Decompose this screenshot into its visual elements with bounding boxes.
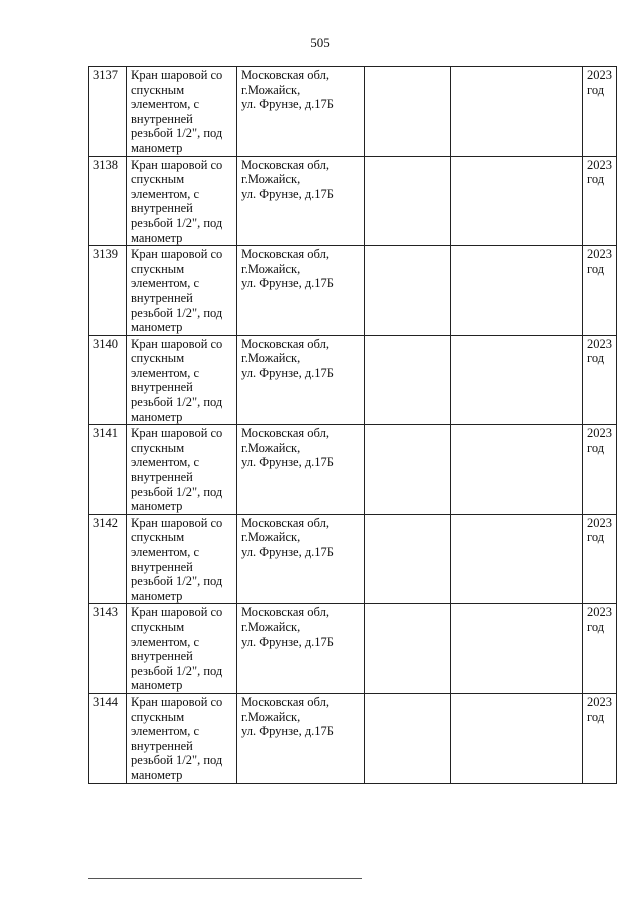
year-line: год [587,440,605,455]
address-line: ул. Фрунзе, д.17Б [241,724,334,739]
address-line: г.Можайск, [241,709,301,724]
year-line: год [587,351,605,366]
row-number-cell: 3142 [89,514,127,604]
address-line: ул. Фрунзе, д.17Б [241,455,334,470]
empty-cell [365,246,451,336]
year-line: год [587,172,605,187]
name-line: Кран шаровой со [131,605,223,620]
name-line: Кран шаровой со [131,694,223,709]
name-line: резьбой 1/2", под [131,484,223,499]
name-line: элементом, с [131,455,200,470]
address-cell [237,425,365,515]
year-line: год [587,261,605,276]
row-number-cell: 3139 [89,246,127,336]
row-number-cell: 3141 [89,425,127,515]
table-row [89,693,617,783]
address-line: г.Можайск, [241,172,301,187]
name-line: элементом, с [131,365,200,380]
year-line: 2023 [587,515,612,530]
address-line: г.Можайск, [241,530,301,545]
item-name-cell [127,335,237,425]
year-cell [583,246,617,336]
table-row [89,156,617,246]
name-line: спускным [131,709,185,724]
name-line: резьбой 1/2", под [131,305,223,320]
year-cell [583,67,617,157]
table-row [89,514,617,604]
address-line: ул. Фрунзе, д.17Б [241,97,334,112]
address-cell [237,246,365,336]
address-line: г.Можайск, [241,261,301,276]
empty-cell [451,246,583,336]
address-line: г.Можайск, [241,619,301,634]
address-line: ул. Фрунзе, д.17Б [241,365,334,380]
empty-cell [451,67,583,157]
name-line: спускным [131,172,185,187]
row-number-cell: 3140 [89,335,127,425]
name-line: внутренней [131,738,193,753]
address-cell [237,156,365,246]
table-body [89,67,617,784]
item-name-cell [127,67,237,157]
year-line: год [587,709,605,724]
address-cell [237,604,365,694]
name-line: Кран шаровой со [131,247,223,262]
address-line: ул. Фрунзе, д.17Б [241,276,334,291]
address-cell [237,693,365,783]
year-cell [583,514,617,604]
row-number-cell: 3143 [89,604,127,694]
item-name-cell [127,156,237,246]
row-number-cell: 3138 [89,156,127,246]
name-line: элементом, с [131,276,200,291]
name-line: резьбой 1/2", под [131,215,223,230]
name-line: манометр [131,320,183,335]
name-line: внутренней [131,290,193,305]
year-cell [583,425,617,515]
empty-cell [365,156,451,246]
year-cell [583,604,617,694]
item-name-cell [127,604,237,694]
empty-cell [451,693,583,783]
empty-cell [365,514,451,604]
name-line: Кран шаровой со [131,68,223,82]
name-line: элементом, с [131,724,200,739]
address-line: ул. Фрунзе, д.17Б [241,634,334,649]
name-line: Кран шаровой со [131,515,223,530]
name-line: Кран шаровой со [131,157,223,172]
address-line: г.Можайск, [241,351,301,366]
name-line: манометр [131,499,183,514]
year-line: 2023 [587,605,612,620]
year-cell [583,693,617,783]
empty-cell [365,425,451,515]
address-line: Московская обл, [241,515,329,530]
name-line: внутренней [131,111,193,126]
empty-cell [451,335,583,425]
address-line: Московская обл, [241,68,329,82]
name-line: элементом, с [131,97,200,112]
name-line: внутренней [131,649,193,664]
empty-cell [365,67,451,157]
name-line: резьбой 1/2", под [131,663,223,678]
year-line: 2023 [587,336,612,351]
item-name-cell [127,246,237,336]
footer-rule [88,878,362,879]
year-line: год [587,530,605,545]
name-line: манометр [131,140,183,155]
name-line: манометр [131,588,183,603]
table-row [89,604,617,694]
year-line: год [587,82,605,97]
empty-cell [365,335,451,425]
name-line: Кран шаровой со [131,336,223,351]
table-row [89,335,617,425]
name-line: элементом, с [131,634,200,649]
name-line: резьбой 1/2", под [131,574,223,589]
year-line: 2023 [587,68,612,82]
address-line: Московская обл, [241,605,329,620]
year-line: 2023 [587,426,612,441]
name-line: резьбой 1/2", под [131,126,223,141]
item-name-cell [127,514,237,604]
name-line: спускным [131,530,185,545]
empty-cell [365,604,451,694]
year-line: 2023 [587,694,612,709]
address-line: г.Можайск, [241,82,301,97]
address-cell [237,514,365,604]
year-line: 2023 [587,247,612,262]
empty-cell [451,156,583,246]
name-line: спускным [131,351,185,366]
address-line: ул. Фрунзе, д.17Б [241,545,334,559]
row-number-cell: 3137 [89,67,127,157]
name-line: спускным [131,440,185,455]
name-line: резьбой 1/2", под [131,753,223,768]
empty-cell [451,425,583,515]
name-line: спускным [131,261,185,276]
item-name-cell [127,425,237,515]
address-cell [237,67,365,157]
page-number: 505 [310,35,330,50]
empty-cell [451,604,583,694]
address-cell [237,335,365,425]
address-line: Московская обл, [241,694,329,709]
address-line: Московская обл, [241,426,329,441]
year-line: 2023 [587,157,612,172]
table-row [89,425,617,515]
name-line: манометр [131,230,183,245]
name-line: элементом, с [131,545,200,559]
table-row [89,67,617,157]
name-line: элементом, с [131,186,200,201]
empty-cell [365,693,451,783]
name-line: манометр [131,767,183,782]
name-line: Кран шаровой со [131,426,223,441]
name-line: внутренней [131,201,193,216]
name-line: манометр [131,678,183,693]
name-line: манометр [131,409,183,424]
table-row [89,246,617,336]
name-line: внутренней [131,380,193,395]
year-cell [583,156,617,246]
row-number-cell: 3144 [89,693,127,783]
address-line: Московская обл, [241,336,329,351]
address-line: Московская обл, [241,157,329,172]
name-line: резьбой 1/2", под [131,395,223,410]
name-line: внутренней [131,559,193,574]
empty-cell [451,514,583,604]
name-line: внутренней [131,470,193,485]
year-line: год [587,619,605,634]
address-line: ул. Фрунзе, д.17Б [241,186,334,201]
item-name-cell [127,693,237,783]
inventory-table [88,66,617,784]
name-line: спускным [131,82,185,97]
address-line: Московская обл, [241,247,329,262]
year-cell [583,335,617,425]
name-line: спускным [131,619,185,634]
address-line: г.Можайск, [241,440,301,455]
